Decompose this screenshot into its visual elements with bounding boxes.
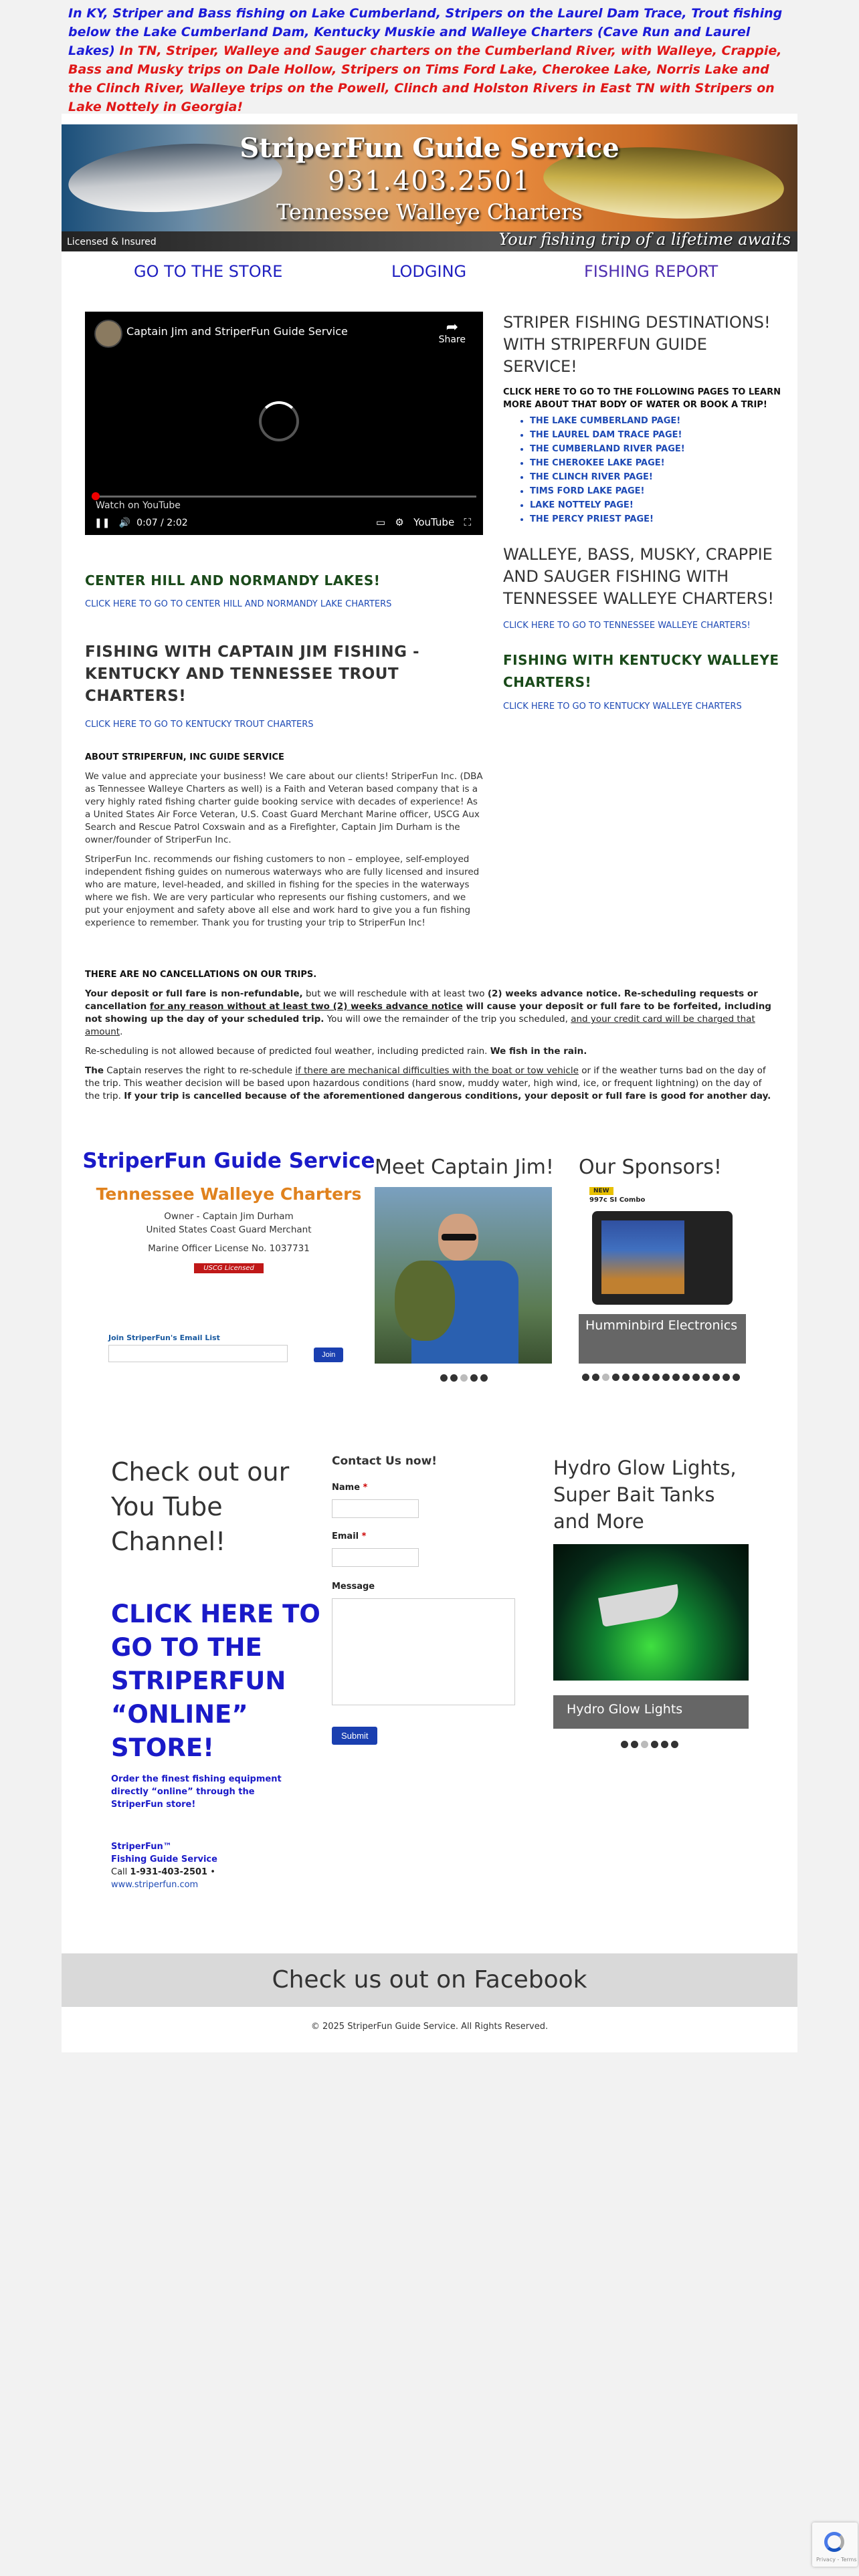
- message-label: Message: [332, 1582, 375, 1592]
- policy-text: Re-scheduling requests or cancellation: [85, 988, 758, 1012]
- policy-text: .: [120, 1027, 123, 1037]
- brand-name: Tennessee Walleye Charters: [96, 1184, 362, 1204]
- policy-text: or if the weather turns bad on the day of the trip. This weather decision will be based upon hazardous conditions (hard snow, muddy water, high wind, ice, or frequent lightning) on the day of the trip.: [85, 1065, 766, 1101]
- cancellation-policy: [85, 970, 774, 1103]
- share-icon: ➦: [446, 319, 459, 336]
- hydro-carousel-dots[interactable]: [553, 1738, 749, 1751]
- recaptcha-terms[interactable]: Privacy - Terms: [816, 2557, 857, 2563]
- center-hill-title: CENTER HILL AND NORMANDY LAKES!: [85, 572, 381, 588]
- email-signup-input[interactable]: [108, 1345, 288, 1362]
- video-time: 0:07 / 2:02: [136, 518, 188, 528]
- policy-text: Your deposit or full fare is non-refundable,: [85, 988, 303, 999]
- fish-finder-image: [592, 1211, 733, 1305]
- join-button[interactable]: Join: [314, 1348, 343, 1362]
- header-banner[interactable]: [62, 124, 797, 251]
- policy-text: if there are mechanical difficulties with the boat or tow vehicle: [295, 1065, 579, 1076]
- settings-gear-icon[interactable]: ⚙: [395, 516, 404, 528]
- destination-item[interactable]: • TIMS FORD LAKE PAGE!: [530, 484, 784, 498]
- address-company: Fishing Guide Service: [111, 1854, 217, 1864]
- bass-fish: [395, 1261, 455, 1341]
- name-input[interactable]: [332, 1499, 419, 1518]
- destination-item[interactable]: • THE CLINCH RIVER PAGE!: [530, 470, 784, 484]
- youtube-logo-label: YouTube: [142, 500, 181, 511]
- destination-item[interactable]: • THE CHEROKEE LAKE PAGE!: [530, 456, 784, 470]
- company-name: StriperFun Guide Service: [82, 1149, 375, 1173]
- kentucky-walleye-title: FISHING WITH KENTUCKY WALLEYE CHARTERS!: [503, 652, 779, 690]
- sponsors-title: Our Sponsors!: [579, 1156, 722, 1179]
- loading-spinner-icon: [259, 401, 299, 441]
- new-badge: NEW: [589, 1187, 613, 1195]
- sunglasses: [442, 1234, 476, 1241]
- policy-text: will cause your deposit or full fare to be forfeited, including not showing up the day of your scheduled trip.: [85, 1001, 771, 1025]
- uscg-text: United States Coast Guard Merchant: [146, 1224, 312, 1235]
- destination-item[interactable]: • THE LAUREL DAM TRACE PAGE!: [530, 428, 784, 442]
- destination-item[interactable]: • THE CUMBERLAND RIVER PAGE!: [530, 442, 784, 456]
- captain-carousel-dots[interactable]: [375, 1372, 555, 1384]
- website-link[interactable]: www.striperfun.com: [111, 1880, 199, 1890]
- policy-text: but we will reschedule with at least two: [302, 988, 488, 999]
- online-store-link[interactable]: CLICK HERE TO GO TO THE STRIPERFUN “ONLINE” STORE!: [111, 1600, 320, 1762]
- video-title[interactable]: Captain Jim and StriperFun Guide Service: [126, 325, 348, 338]
- pause-icon[interactable]: ❚❚: [94, 518, 110, 528]
- email-list-label: Join StriperFun's Email List: [108, 1333, 220, 1342]
- submit-button[interactable]: Submit: [332, 1727, 377, 1745]
- required-marker: *: [361, 1531, 367, 1541]
- policy-text: If your trip is cancelled because of the aforementioned dangerous conditions, your deposit or full fare is good for another day.: [124, 1091, 771, 1101]
- youtube-brand-label[interactable]: YouTube: [413, 516, 455, 528]
- bottom-section: [62, 1448, 797, 1953]
- hydro-title: Hydro Glow Lights, Super Bait Tanks and More: [553, 1457, 737, 1533]
- video-progress-bar[interactable]: [92, 496, 476, 498]
- main-columns: [62, 294, 797, 1147]
- policy-text: We fish in the rain.: [490, 1046, 587, 1057]
- destination-list: [503, 414, 784, 526]
- facebook-text[interactable]: Check us out on Facebook: [272, 1966, 587, 1994]
- sponsor-caption: Humminbird Electronics: [579, 1314, 746, 1364]
- banner-title: StriperFun Guide Service: [240, 132, 619, 164]
- destinations-subtitle: CLICK HERE TO GO TO THE FOLLOWING PAGES TO LEARN MORE ABOUT THAT BODY OF WATER OR BOOK A TRIP!: [503, 387, 781, 410]
- about-title: ABOUT STRIPERFUN, INC GUIDE SERVICE: [85, 752, 284, 762]
- policy-paragraph-2: [85, 1045, 774, 1058]
- video-controls-left: [94, 518, 188, 528]
- share-label: Share: [438, 334, 466, 345]
- youtube-video-player[interactable]: [85, 312, 483, 535]
- boat-shape: [598, 1584, 682, 1627]
- main-nav: [62, 251, 797, 294]
- recaptcha-icon: [824, 2532, 844, 2552]
- banner-licensed: Licensed & Insured: [67, 237, 157, 247]
- progress-handle[interactable]: [92, 492, 100, 500]
- sponsor-carousel-dots[interactable]: [579, 1372, 746, 1384]
- walleye-link[interactable]: CLICK HERE TO GO TO TENNESSEE WALLEYE CHARTERS!: [503, 621, 751, 631]
- sponsor-slide[interactable]: [579, 1187, 746, 1364]
- headline: [62, 0, 797, 114]
- banner-tagline: Your fishing trip of a lifetime awaits: [498, 230, 791, 249]
- watch-on-youtube[interactable]: [96, 500, 181, 511]
- page: [62, 0, 797, 2052]
- email-signup: [82, 1333, 376, 1362]
- watch-on-label: Watch on: [96, 500, 140, 511]
- trout-link[interactable]: CLICK HERE TO GO TO KENTUCKY TROUT CHARTERS: [85, 720, 314, 730]
- fish-finder-screen: [601, 1220, 684, 1294]
- policy-text: You will owe the remainder of the trip you scheduled,: [324, 1014, 571, 1025]
- nav-lodging[interactable]: LODGING: [391, 262, 467, 281]
- footer-copyright: © 2025 StriperFun Guide Service. All Rights Reserved.: [310, 2022, 549, 2032]
- about-paragraph-1: We value and appreciate your business! We care about our clients! StriperFun Inc. (DBA as Tennessee Walleye Charters as well) is a Faith and Veteran based company that is a very highly rated fishing charter guide booking service with decades of experience! As a United States Air Force Veteran, U.S. Coast Guard Merchant Marine officer, USCG Aux Search and Rescue Patrol Coxswain and as a Firefighter, Captain Jim Durham is the owner/founder of StriperFun Inc.: [85, 771, 483, 845]
- headline-ky: In KY, Striper and Bass fishing on Lake Cumberland, Stripers on the Laurel Dam Trace, Trout fishing below the Lake Cumberland Dam, Kentucky Muskie and Walleye Charters (Cave Run and Laurel Lakes): [68, 6, 783, 58]
- captain-photo[interactable]: [375, 1187, 552, 1364]
- channel-avatar[interactable]: [94, 320, 122, 348]
- email-input[interactable]: [332, 1548, 419, 1567]
- policy-text: Re-scheduling is not allowed because of predicted foul weather, including predicted rain.: [85, 1046, 490, 1057]
- destination-item[interactable]: • THE LAKE CUMBERLAND PAGE!: [530, 414, 784, 428]
- policy-text: for any reason without at least two (2) weeks advance notice: [149, 1001, 463, 1012]
- address-call: Call: [111, 1867, 130, 1877]
- nav-store[interactable]: GO TO THE STORE: [134, 262, 283, 281]
- right-column: [503, 294, 784, 712]
- left-column: [85, 294, 483, 930]
- about-paragraph-2: StriperFun Inc. recommends our fishing customers to non – employee, self-employed independent fishing guides on numerous waterways who are fully licensed and insured who are mature, level-headed, and skilled in fishing for the species in the waterways where we fish. We are very particular who represents our fishing customers, and we put your enjoyment and safety above all else and work hard to give you a fun fishing experience to remember. Thank you for trusting your trip to StriperFun Inc!: [85, 854, 480, 928]
- meet-captain-title: Meet Captain Jim!: [375, 1156, 554, 1179]
- destinations-title: STRIPER FISHING DESTINATIONS! WITH STRIPERFUN GUIDE SERVICE!: [503, 313, 771, 376]
- company-info: [82, 1147, 376, 1362]
- destination-item[interactable]: • THE PERCY PRIEST PAGE!: [530, 512, 784, 526]
- address-block: [111, 1840, 325, 1891]
- sponsors: [579, 1154, 750, 1384]
- trout-title: FISHING WITH CAPTAIN JIM FISHING - KENTUCKY AND TENNESSEE TROUT CHARTERS!: [85, 643, 420, 705]
- volume-icon[interactable]: 🔊: [118, 518, 131, 528]
- policy-text: and your credit card will be charged that amount: [85, 1014, 755, 1037]
- policy-text: The: [85, 1065, 104, 1076]
- owner-text: Owner - Captain Jim Durham: [164, 1211, 294, 1222]
- email-label: Email: [332, 1531, 359, 1541]
- share-button[interactable]: [439, 321, 466, 345]
- hydro-glow-promo: [553, 1455, 754, 1751]
- message-textarea[interactable]: [332, 1598, 515, 1705]
- banner-subtitle: Tennessee Walleye Charters: [276, 199, 583, 225]
- address-name: StriperFun™: [111, 1842, 172, 1852]
- facebook-banner[interactable]: [62, 1953, 797, 2007]
- nav-fishing-report[interactable]: FISHING REPORT: [584, 262, 719, 281]
- banner-phone: 931.403.2501: [328, 166, 531, 197]
- hydro-glow-image[interactable]: [553, 1544, 749, 1681]
- name-label: Name: [332, 1483, 361, 1493]
- policy-title: THERE ARE NO CANCELLATIONS ON OUR TRIPS.: [85, 970, 317, 980]
- hydro-caption: Hydro Glow Lights: [553, 1695, 749, 1729]
- contact-title: Contact Us now!: [332, 1455, 438, 1468]
- policy-text: Captain reserves the right to re-schedule: [103, 1065, 296, 1076]
- contact-form: [332, 1455, 533, 1745]
- center-hill-link[interactable]: CLICK HERE TO GO TO CENTER HILL AND NORMANDY LAKE CHARTERS: [85, 599, 392, 609]
- meet-captain: [375, 1154, 555, 1384]
- address-phone[interactable]: 1-931-403-2501: [130, 1867, 208, 1877]
- recaptcha-badge[interactable]: [812, 2523, 858, 2567]
- required-marker: *: [363, 1483, 368, 1493]
- sponsor-model: 997c SI Combo: [589, 1196, 646, 1204]
- license-text: Marine Officer License No. 1037731: [148, 1243, 310, 1254]
- store-description: Order the finest fishing equipment directly “online” through the StriperFun store!: [111, 1774, 282, 1810]
- youtube-channel-title[interactable]: Check out our You Tube Channel!: [111, 1457, 290, 1556]
- fullscreen-icon[interactable]: ⛶: [464, 516, 471, 528]
- kentucky-walleye-link[interactable]: CLICK HERE TO GO TO KENTUCKY WALLEYE CHARTERS: [503, 702, 742, 712]
- info-band: [62, 1147, 797, 1448]
- policy-paragraph-1: [85, 988, 774, 1039]
- policy-text: (2) weeks advance notice.: [487, 988, 622, 999]
- policy-paragraph-3: [85, 1065, 774, 1103]
- headline-tn: In TN, Striper, Walleye and Sauger charters on the Cumberland River, with Walleye, Crappie, Bass and Musky trips on Dale Hollow, Stripers on Tims Ford Lake, Cherokee Lake, Norris Lake and the Clinch River, Walleye trips on the Powell, Clinch and Holston Rivers in East TN with Stripers on Lake Nottely in Georgia!: [68, 43, 782, 114]
- walleye-title: WALLEYE, BASS, MUSKY, CRAPPIE AND SAUGER FISHING WITH TENNESSEE WALLEYE CHARTERS!: [503, 545, 775, 608]
- captions-icon[interactable]: ▭: [375, 516, 386, 528]
- uscg-badge: USCG Licensed: [194, 1263, 264, 1273]
- destination-item[interactable]: • LAKE NOTTELY PAGE!: [530, 498, 784, 512]
- video-controls-right: [376, 516, 471, 528]
- youtube-promo: [111, 1455, 325, 1891]
- address-dot: •: [207, 1867, 215, 1877]
